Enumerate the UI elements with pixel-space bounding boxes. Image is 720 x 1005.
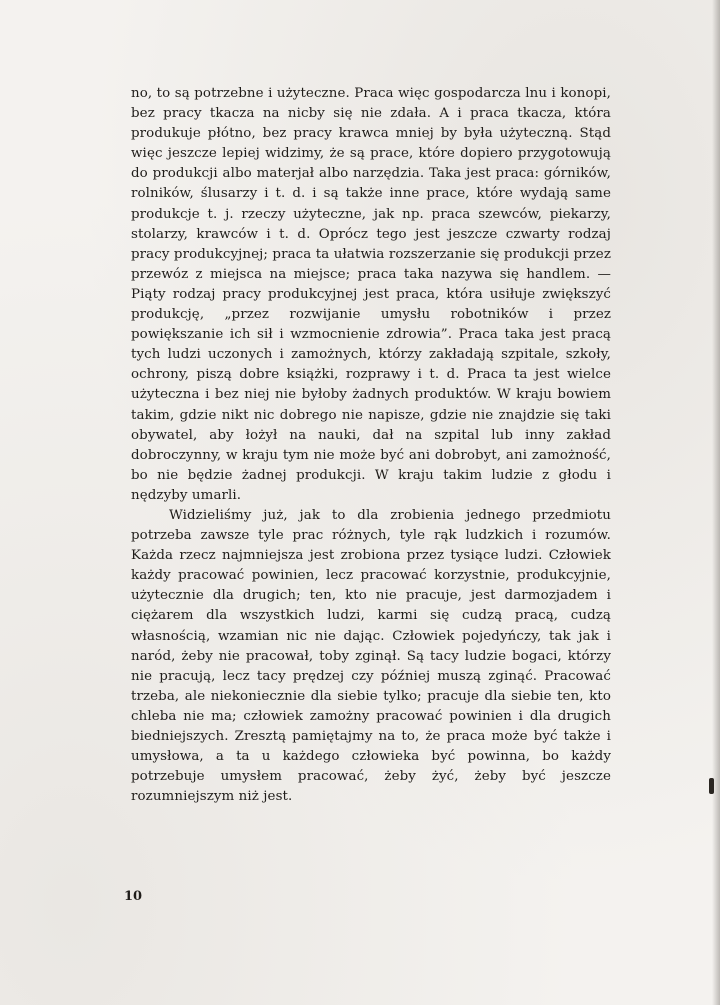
paragraph-2: Widzieliśmy już, jak to dla zrobienia jednego przedmiotu potrzeba zawsze tyle prac różnych, tyle rąk ludzkich i rozumów. Każda rzecz najmniejsza jest zrobiona przez tysiące ludzi. Człowiek każdy pracować powinien, lecz pracować korzystnie, produkcyjnie, użytecznie dla drugich; ten, kto nie pracuje, jest darmozjadem i ciężarem dla wszystkich ludzi, karmi się cudzą pracą, cudzą własnością, wzamian nic nie dając. Człowiek pojedyńczy, tak jak i naród, żeby nie pracował, toby zginął. Są tacy ludzie bogaci, którzy nie pracują, lecz tacy prędzej czy później muszą zginąć. Pracować trzeba, ale niekoniecznie dla siebie tylko; pracuje dla siebie ten, kto chleba nie ma; człowiek zamożny pracować powinien i dla drugich biedniejszych. Zresztą pamiętajmy na to, że praca może być także i umysłowa, a ta u każdego człowieka być powinna, bo każdy potrzebuje umysłem pracować, żeby żyć, żeby być jeszcze rozumniejszym niż jest. (131, 507, 611, 805)
binding-mark (709, 778, 714, 794)
page-number: 10 (124, 889, 143, 904)
body-text (131, 84, 611, 807)
paragraph-1: no, to są potrzebne i użyteczne. Praca więc gospodarcza lnu i konopi, bez pracy tkacza na nicby się nie zdała. A i praca tkacza, która produkuje płótno, bez pracy krawca mniej by była użyteczną. Stąd więc jeszcze lepiej widzimy, że są prace, które dopiero przygotowują do produkcji albo materjał albo narzędzia. Taka jest praca: górników, rolników, ślusarzy i t. d. i są także inne prace, które wydają same produkcje t. j. rzeczy użyteczne, jak np. praca szewców, piekarzy, stolarzy, krawców i t. d. Oprócz tego jest jeszcze czwarty rodzaj pracy produkcyjnej; praca ta ułatwia rozszerzanie się produkcji przez przewóz z miejsca na miejsce; praca taka nazywa się handlem. — Piąty rodzaj pracy produkcyjnej jest praca, która usiłuje zwiększyć produkcję, „przez rozwijanie umysłu robotników i przez powiększanie ich sił i wzmocnienie zdrowia”. Praca taka jest pracą tych ludzi uczonych i zamożnych, którzy zakładają szpitale, szkoły, ochrony, piszą dobre książki, rozprawy i t. d. Praca ta jest wielce użyteczna i bez niej nie byłoby żadnych produktów. W kraju bowiem takim, gdzie nikt nic dobrego nie napisze, gdzie nie znajdzie się taki obywatel, aby łożył na nauki, dał na szpital lub inny zakład dobroczynny, w kraju tym nie może być ani dobrobyt, ani zamożność, bo nie będzie żadnej produkcji. W kraju takim ludzie z głodu i nędzyby umarli. (131, 86, 611, 503)
page-edge-shadow (712, 0, 720, 1005)
